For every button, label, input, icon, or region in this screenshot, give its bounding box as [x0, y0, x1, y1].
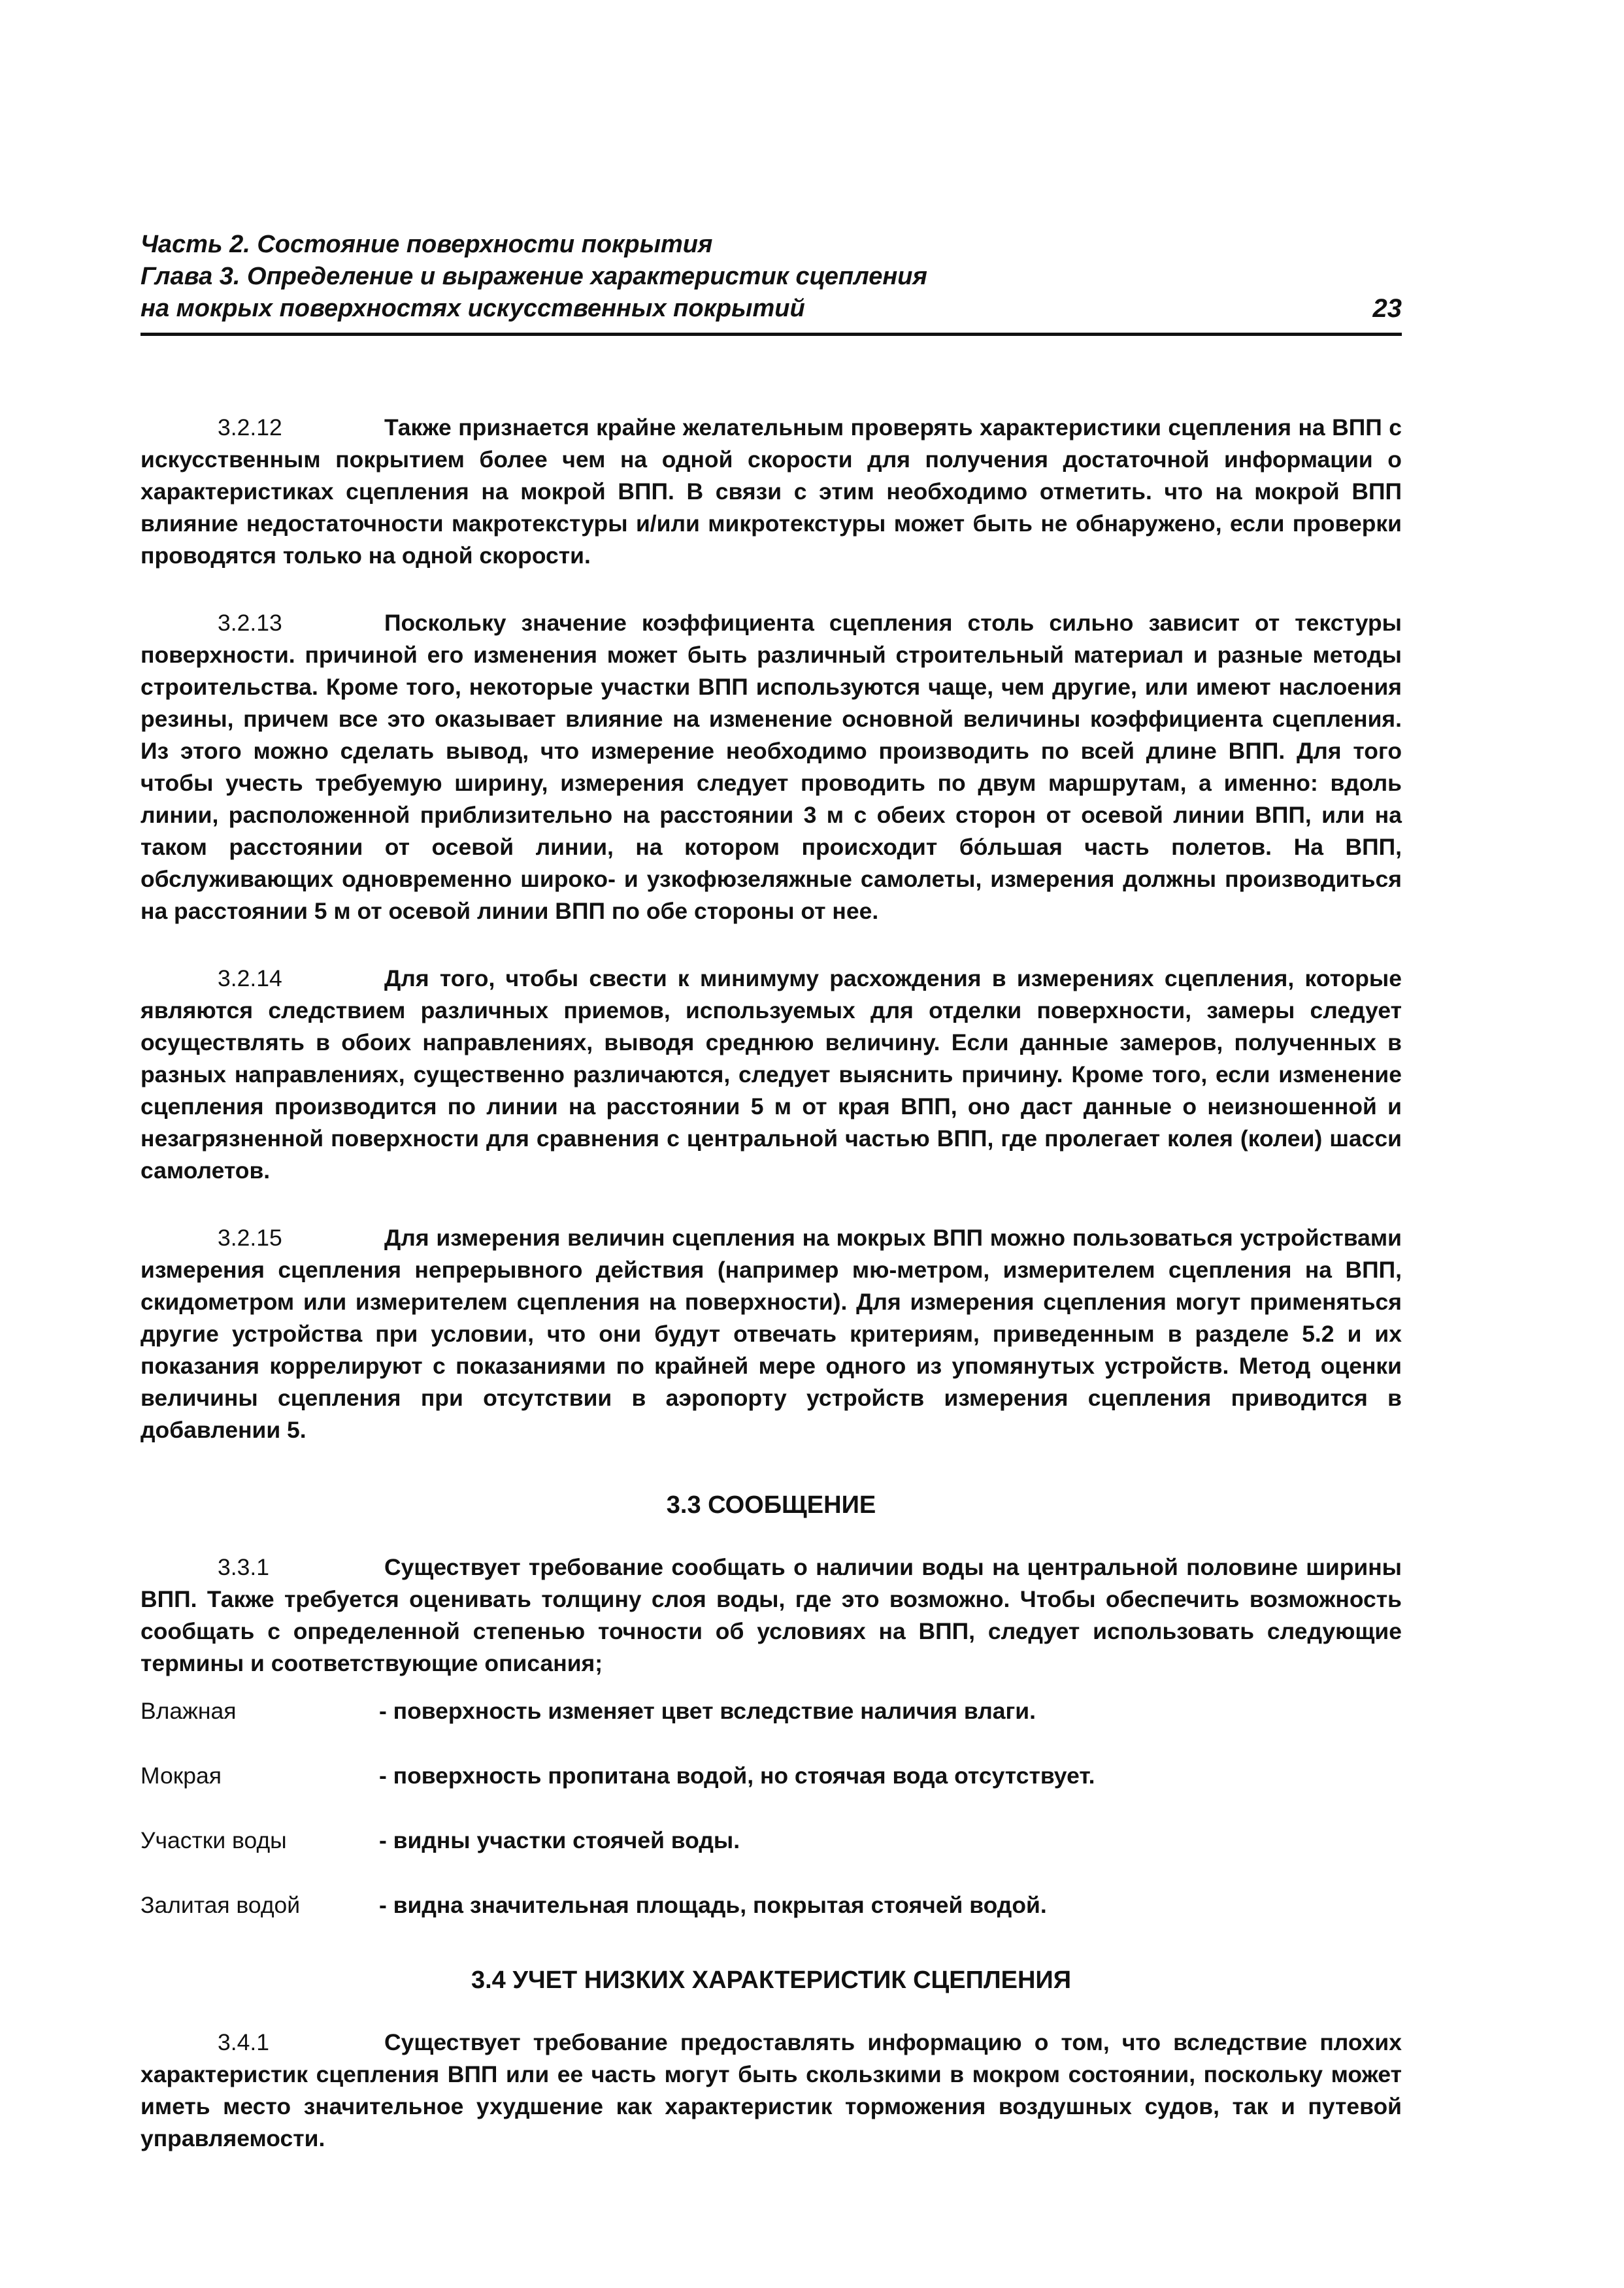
definition-description: - поверхность пропитана водой, но стоячая вода отсутствует.: [379, 1763, 1095, 1789]
header-chapter-line-cont: на мокрых поверхностях искусственных покрытий: [141, 295, 805, 322]
definition-row: [141, 1695, 1402, 1727]
paragraph-3-2-13: [141, 607, 1402, 927]
paragraph-3-2-12: [141, 412, 1402, 572]
definition-row: [141, 1760, 1402, 1792]
page-number: 23: [1372, 294, 1402, 323]
document-page: [141, 229, 1402, 2190]
paragraph-text: Существует требование предоставлять информацию о том, что вследствие плохих характеристик сцепления ВПП или ее часть могут быть скользкими в мокром состоянии, поскольку может иметь место значительное ухудшение как характеристик торможения воздушных судов, так и путевой управляемости.: [141, 2029, 1402, 2151]
paragraph-text: Существует требование сообщать о наличии воды на центральной половине ширины ВПП. Также требуется оценивать толщину слоя воды, где это возможно. Чтобы обеспечить возможность сообщать с определенной степенью точности об условиях на ВПП, следует использовать следующие термины и соответствующие описания;: [141, 1554, 1402, 1676]
definition-term: Участки воды: [141, 1827, 287, 1853]
definition-term: Влажная: [141, 1698, 237, 1724]
paragraph-number: 3.2.14: [218, 965, 282, 991]
section-title-3-4: 3.4 УЧЕТ НИЗКИХ ХАРАКТЕРИСТИК СЦЕПЛЕНИЯ: [471, 1966, 1072, 1994]
paragraph-3-4-1: [141, 2027, 1402, 2155]
paragraph-3-3-1: [141, 1551, 1402, 1680]
paragraph-number: 3.2.13: [218, 610, 282, 636]
definition-description: - видны участки стоячей воды.: [379, 1827, 740, 1853]
header-chapter-line: Глава 3. Определение и выражение характеристик сцепления: [141, 263, 927, 290]
document-body: [141, 412, 1402, 2155]
paragraph-text: Для того, чтобы свести к минимуму расхождения в измерениях сцепления, которые являются следствием различных приемов, используемых для отделки поверхности, замеры следует осуществлять в обоих направлениях, выводя среднюю величину. Если данные замеров, полученных в разных направлениях, существенно различаются, следует выяснить причину. Кроме того, если изменение сцепления производится по линии на расстоянии 5 м от края ВПП, оно даст данные о неизношенной и незагрязненной поверхности для сравнения с центральной частью ВПП, где пролегает колея (колеи) шасси самолетов.: [141, 965, 1402, 1184]
definition-term: Мокрая: [141, 1763, 222, 1789]
paragraph-number: 3.4.1: [218, 2029, 269, 2055]
paragraph-number: 3.2.15: [218, 1225, 282, 1251]
definition-row: [141, 1889, 1402, 1921]
definition-term: Залитая водой: [141, 1892, 301, 1918]
paragraph-number: 3.2.12: [218, 414, 282, 440]
paragraph-3-2-15: [141, 1222, 1402, 1446]
definition-description: - поверхность изменяет цвет вследствие наличия влаги.: [379, 1698, 1036, 1724]
header-part-line: Часть 2. Состояние поверхности покрытия: [141, 231, 713, 258]
paragraph-text: Для измерения величин сцепления на мокрых ВПП можно пользоваться устройствами измерения сцепления непрерывного действия (например мю-метром, измерителем сцепления на ВПП, скидометром или измерителем сцепления на поверхности). Для измерения сцепления могут применяться другие устройства при условии, что они будут отвечать критериям, приведенным в разделе 5.2 и их показания коррелируют с показаниями по крайней мере одного из упомянутых устройств. Метод оценки величины сцепления при отсутствии в аэропорту устройств измерения сцепления приводится в добавлении 5.: [141, 1225, 1402, 1443]
paragraph-text: Поскольку значение коэффициента сцепления столь сильно зависит от текстуры поверхности. причиной его изменения может быть различный строительный материал и разные методы строительства. Кроме того, некоторые участки ВПП используются чаще, чем другие, или имеют наслоения резины, причем все это оказывает влияние на изменение основной величины коэффициента сцепления. Из этого можно сделать вывод, что измерение необходимо производить по всей длине ВПП. Для того чтобы учесть требуемую ширину, измерения следует проводить по двум маршрутам, а именно: вдоль линии, расположенной приблизительно на расстоянии 3 м с обеих сторон от осевой линии ВПП, или на таком расстоянии от осевой линии, на котором происходит бо́льшая часть полетов. На ВПП, обслуживающих одновременно широко- и узкофюзеляжные самолеты, измерения должны производиться на расстоянии 5 м от осевой линии ВПП по обе стороны от нее.: [141, 610, 1402, 924]
paragraph-text: Также признается крайне желательным проверять характеристики сцепления на ВПП с искусственным покрытием более чем на одной скорости для получения достаточной информации о характеристиках сцепления на мокрой ВПП. В связи с этим необходимо отметить. что на мокрой ВПП влияние недостаточности макротекстуры и/или микротекстуры может быть не обнаружено, если проверки проводятся только на одной скорости.: [141, 414, 1402, 569]
section-title-3-3: 3.3 СООБЩЕНИЕ: [666, 1491, 876, 1519]
definition-description: - видна значительная площадь, покрытая стоячей водой.: [379, 1892, 1047, 1918]
paragraph-number: 3.3.1: [218, 1554, 269, 1580]
running-header: [141, 229, 1402, 336]
definition-row: [141, 1825, 1402, 1857]
definitions-list: [141, 1695, 1402, 1921]
paragraph-3-2-14: [141, 963, 1402, 1187]
